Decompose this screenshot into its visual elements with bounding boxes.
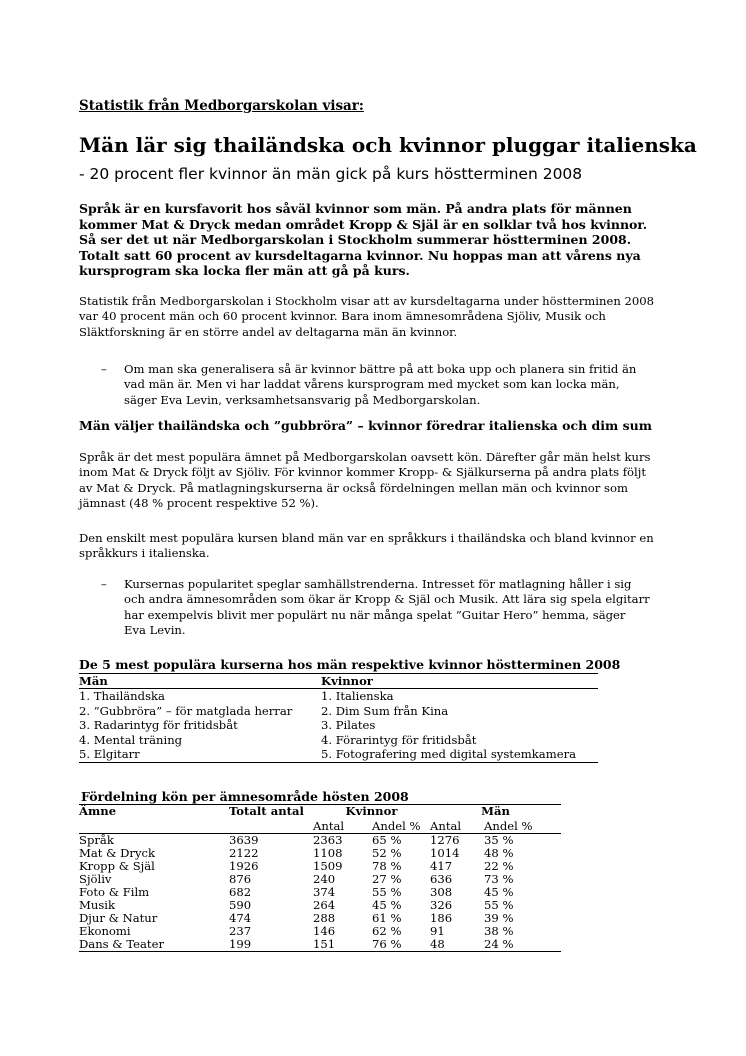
table-cell: Språk bbox=[79, 833, 114, 847]
table-cell: Mat & Dryck bbox=[79, 846, 156, 860]
table-cell: Musik bbox=[79, 898, 116, 912]
table-cell: 5. Elgitarr bbox=[79, 747, 140, 761]
quote-dash: – bbox=[101, 362, 107, 376]
gender-distribution-table bbox=[79, 804, 561, 952]
table-cell: 2363 bbox=[313, 833, 343, 847]
subheader-antal: Antal bbox=[430, 818, 484, 834]
table-cell: 78 % bbox=[372, 859, 402, 873]
table-cell: 1. Italienska bbox=[321, 689, 394, 703]
quote-text: Om man ska generalisera så är kvinnor bättre på att boka upp och planera sin fritid än vad män är. Men vi har laddat vårens kursprogram med mycket som kan locka män, säger Eva Levin, verksamhetsansvarig på Medborgarskolan. bbox=[124, 362, 637, 407]
table-cell: 636 bbox=[430, 872, 453, 886]
table-cell: 4. Mental träning bbox=[79, 732, 183, 747]
table-cell: Foto & Film bbox=[79, 885, 150, 899]
subheadline: - 20 procent fler kvinnor än män gick på kurs höstterminen 2008 bbox=[79, 165, 583, 183]
table-row bbox=[79, 704, 598, 719]
table-cell: 308 bbox=[430, 885, 453, 899]
table-cell: 27 % bbox=[372, 872, 402, 886]
table-header-row bbox=[79, 674, 598, 689]
table-cell: 24 % bbox=[484, 938, 561, 952]
table-cell: 61 % bbox=[372, 911, 402, 925]
table-cell: 3639 bbox=[229, 833, 259, 847]
table-cell: 52 % bbox=[372, 846, 402, 860]
quote-text: Kursernas popularitet speglar samhällstrenderna. Intresset för matlagning håller i sig och andra ämnesområden som ökar är Kropp & Själ och Musik. Att lära sig spela elgitarr har exempelvis blivit mer populärt nu när många spelat ”Guitar Hero” hemma, säger Eva Levin. bbox=[124, 577, 650, 637]
table-cell: 590 bbox=[229, 898, 252, 912]
column-header-kvinnor: Kvinnor bbox=[345, 804, 398, 818]
popular-courses-table bbox=[79, 673, 598, 763]
table-cell: 1. Thailändska bbox=[79, 689, 165, 703]
table-subheader-row bbox=[79, 818, 561, 834]
kicker: Statistik från Medborgarskolan visar: bbox=[79, 98, 364, 114]
table-cell: 2. Dim Sum från Kina bbox=[321, 703, 449, 718]
table-cell: Dans & Teater bbox=[79, 938, 229, 952]
table-cell: 186 bbox=[430, 911, 453, 925]
table-cell: 45 % bbox=[484, 885, 514, 899]
quote-2 bbox=[101, 577, 651, 638]
lead-paragraph: Språk är en kursfavorit hos såväl kvinnor som män. På andra plats för männen kommer Mat & Dryck medan området Kropp & Själ är en solklar två hos kvinnor. Så ser det ut när Medborgarskolan i Stockholm summerar höstterminen 2008. Totalt satt 60 procent av kursdeltagarna kvinnor. Nu hoppas man att vårens nya kursprogram ska locka fler män att gå på kurs. bbox=[79, 201, 648, 278]
table-cell: 240 bbox=[313, 872, 336, 886]
table-cell: 22 % bbox=[484, 859, 514, 873]
table-cell: 1926 bbox=[229, 859, 259, 873]
table-cell: 45 % bbox=[372, 898, 402, 912]
table-cell: 39 % bbox=[484, 911, 514, 925]
table-cell: Kropp & Själ bbox=[79, 859, 155, 873]
subheader-antal: Antal bbox=[313, 818, 372, 834]
table-cell: 199 bbox=[229, 938, 313, 952]
paragraph-1: Statistik från Medborgarskolan i Stockholm visar att av kursdeltagarna under höstterminen 2008 var 40 procent män och 60 procent kvinnor. Bara inom ämnesområdena Sjöliv, Musik och Släktforskning är en större andel av deltagarna män än kvinnor. bbox=[79, 294, 654, 339]
column-header-man: Män bbox=[481, 804, 510, 818]
paragraph-3: Den enskilt mest populära kursen bland män var en språkkurs i thailändska och bland kvinnor en språkkurs i italienska. bbox=[79, 531, 654, 561]
table-cell: 151 bbox=[313, 938, 372, 952]
table-cell: 146 bbox=[313, 924, 336, 938]
column-header-kvinnor: Kvinnor bbox=[321, 674, 373, 688]
table-cell: 5. Fotografering med digital systemkamera bbox=[321, 747, 577, 761]
table-row bbox=[79, 747, 598, 762]
table-cell: 3. Radarintyg för fritidsbåt bbox=[79, 718, 238, 732]
table-cell: 288 bbox=[313, 911, 336, 925]
quote-1 bbox=[101, 362, 651, 408]
table-cell: 35 % bbox=[484, 833, 514, 847]
table-row bbox=[79, 718, 598, 733]
table-row bbox=[79, 689, 598, 704]
table-row bbox=[79, 834, 561, 848]
table-row bbox=[79, 938, 561, 952]
table-cell: 1509 bbox=[313, 859, 343, 873]
table-cell: 417 bbox=[430, 859, 453, 873]
table-cell: 326 bbox=[430, 898, 453, 912]
column-header-amne: Ämne bbox=[79, 804, 117, 818]
paragraph-2: Språk är det mest populära ämnet på Medborgarskolan oavsett kön. Därefter går män helst kurs inom Mat & Dryck följt av Sjöliv. För kvinnor kommer Kropp- & Själkurserna på andra plats följt av Mat & Dryck. På matlagningskurserna är också fördelningen mellan män och kvinnor som jämnast (48 % procent respektive 52 %). bbox=[79, 450, 651, 510]
subheader-andel: Andel % bbox=[484, 818, 561, 834]
table-header-row bbox=[79, 805, 561, 819]
table-cell: Ekonomi bbox=[79, 924, 131, 938]
table2-title: Fördelning kön per ämnesområde hösten 2008 bbox=[81, 789, 409, 804]
table-cell: 55 % bbox=[484, 898, 514, 912]
table-cell: 264 bbox=[313, 898, 336, 912]
subheader-andel: Andel % bbox=[372, 818, 430, 834]
table-cell: 374 bbox=[313, 885, 336, 899]
table-cell: 73 % bbox=[484, 872, 514, 886]
table-cell: 1014 bbox=[430, 846, 460, 860]
table-cell: 76 % bbox=[372, 938, 430, 952]
table1-title: De 5 mest populära kurserna hos män respektive kvinnor höstterminen 2008 bbox=[79, 657, 621, 672]
quote-dash: – bbox=[101, 577, 107, 591]
column-header-totalt: Totalt antal bbox=[229, 804, 304, 818]
table-cell: 1108 bbox=[313, 846, 343, 860]
table-cell: 3. Pilates bbox=[321, 718, 376, 732]
table-cell: 65 % bbox=[372, 833, 402, 847]
table-cell: Sjöliv bbox=[79, 872, 112, 886]
table-cell: 48 % bbox=[484, 846, 514, 860]
table-cell: Djur & Natur bbox=[79, 911, 158, 925]
table-cell: 38 % bbox=[484, 924, 514, 938]
table-cell: 4. Förarintyg för fritidsbåt bbox=[321, 732, 477, 747]
headline: Män lär sig thailändska och kvinnor pluggar italienska bbox=[79, 133, 697, 157]
column-header-man: Män bbox=[79, 674, 108, 688]
table-cell: 62 % bbox=[372, 924, 402, 938]
table-cell: 237 bbox=[229, 924, 252, 938]
table-cell: 682 bbox=[229, 885, 252, 899]
table-cell: 48 bbox=[430, 938, 484, 952]
table-cell: 1276 bbox=[430, 833, 460, 847]
table-cell: 474 bbox=[229, 911, 252, 925]
table-cell: 91 bbox=[430, 924, 445, 938]
subheading-2: Män väljer thailändska och ”gubbröra” – kvinnor föredrar italienska och dim sum bbox=[79, 418, 652, 433]
table-cell: 876 bbox=[229, 872, 252, 886]
table-cell: 2. ”Gubbröra” – för matglada herrar bbox=[79, 703, 293, 718]
table-cell: 55 % bbox=[372, 885, 402, 899]
table-cell: 2122 bbox=[229, 846, 259, 860]
table-row bbox=[79, 733, 598, 748]
